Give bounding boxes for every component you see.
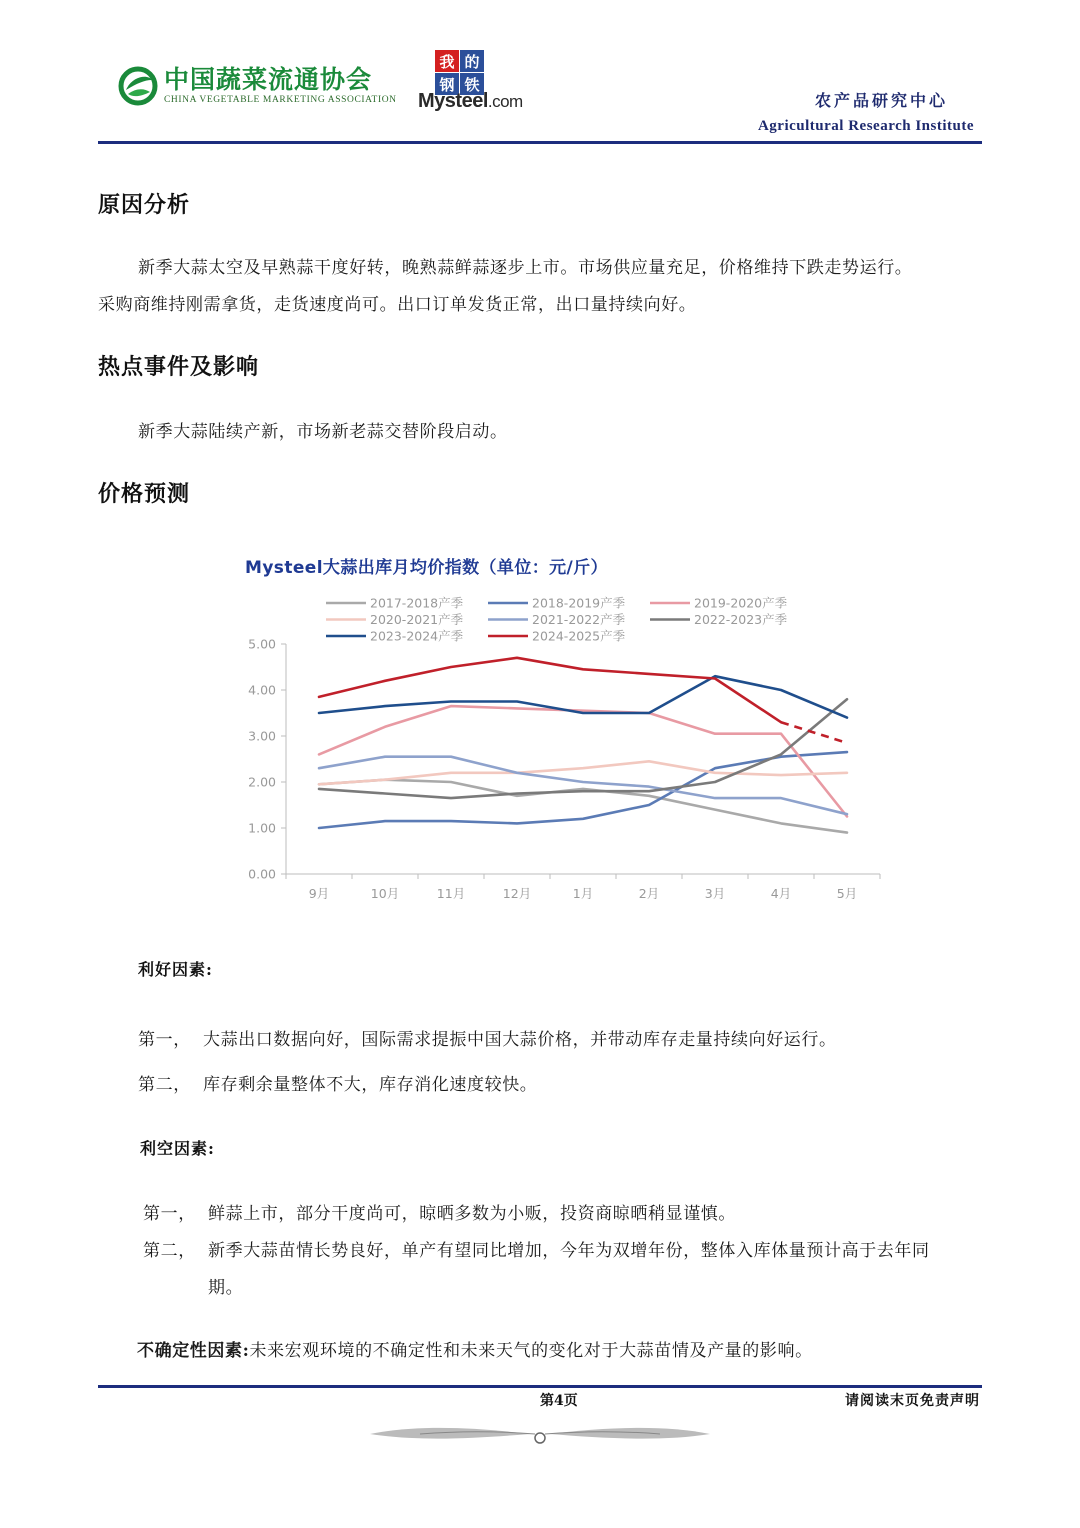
bullish-item1-label: 第一， bbox=[138, 1030, 191, 1050]
footer-ornament-icon bbox=[360, 1418, 720, 1454]
page-number: 第4页 bbox=[540, 1393, 578, 1409]
price-index-line-chart bbox=[230, 585, 890, 915]
bullish-item2-text: 库存剩余量整体不大，库存消化速度较快。 bbox=[203, 1075, 538, 1095]
uncertainty-label: 不确定性因素: bbox=[137, 1341, 250, 1361]
bearish-item2-label: 第二， bbox=[143, 1241, 196, 1261]
chart-title: Mysteel大蒜出库月均价指数（单位：元/斤） bbox=[245, 558, 608, 578]
hotspot-heading: 热点事件及影响 bbox=[98, 354, 260, 380]
institute-name-en: Agricultural Research Institute bbox=[757, 118, 974, 134]
bearish-item2-text: 新季大蒜苗情长势良好，单产有望同比增加，今年为双增年份，整体入库体量预计高于去年同 bbox=[208, 1241, 930, 1261]
series-line bbox=[319, 757, 847, 815]
reason-heading: 原因分析 bbox=[98, 192, 191, 218]
bearish-item1-text: 鲜蒜上市，部分干度尚可，晾晒多数为小贩，投资商晾晒稍显谨慎。 bbox=[208, 1204, 736, 1224]
x-tick-label: 5月 bbox=[836, 886, 858, 901]
forecast-heading: 价格预测 bbox=[98, 481, 191, 507]
legend-label: 2022-2023产季 bbox=[694, 612, 788, 627]
cvma-leaf-icon bbox=[118, 66, 158, 106]
mysteel-char: 铁 bbox=[460, 73, 484, 95]
reason-paragraph-line2: 采购商维持刚需拿货，走货速度尚可。出口订单发货正常，出口量持续向好。 bbox=[98, 295, 697, 315]
x-tick-label: 1月 bbox=[572, 886, 594, 901]
x-tick-label: 3月 bbox=[704, 886, 726, 901]
legend-label: 2020-2021产季 bbox=[370, 612, 464, 627]
y-tick-label: 5.00 bbox=[248, 636, 276, 652]
uncertainty-text: 未来宏观环境的不确定性和未来天气的变化对于大蒜苗情及产量的影响。 bbox=[249, 1341, 813, 1361]
bearish-item1-label: 第一， bbox=[143, 1204, 196, 1224]
chart-legend bbox=[326, 596, 788, 644]
x-tick-label: 4月 bbox=[770, 886, 792, 901]
legend-label: 2017-2018产季 bbox=[370, 595, 464, 611]
series-line bbox=[319, 780, 847, 833]
y-tick-label: 4.00 bbox=[248, 682, 276, 698]
mysteel-char: 我 bbox=[435, 50, 459, 72]
legend-label: 2024-2025产季 bbox=[532, 628, 626, 644]
legend-label: 2021-2022产季 bbox=[532, 612, 626, 627]
hotspot-paragraph: 新季大蒜陆续产新，市场新老蒜交替阶段启动。 bbox=[138, 422, 508, 442]
x-tick-label: 10月 bbox=[370, 886, 400, 901]
y-tick-label: 0.00 bbox=[248, 866, 276, 882]
mysteel-char: 钢 bbox=[435, 73, 459, 95]
y-tick-label: 3.00 bbox=[248, 728, 276, 744]
legend-label: 2023-2024产季 bbox=[370, 628, 464, 644]
uncertainty-line bbox=[137, 1336, 813, 1361]
mysteel-logo bbox=[418, 50, 530, 116]
cvma-name-cn: 中国蔬菜流通协会 bbox=[164, 65, 373, 94]
x-tick-label: 11月 bbox=[436, 886, 466, 901]
header-divider bbox=[98, 141, 982, 144]
cvma-logo bbox=[118, 66, 397, 106]
disclaimer-note: 请阅读末页免责声明 bbox=[845, 1393, 980, 1409]
bearish-item2-continuation: 期。 bbox=[208, 1278, 244, 1298]
x-tick-label: 2月 bbox=[638, 886, 660, 901]
cvma-name-en: CHINA VEGETABLE MARKETING ASSOCIATION bbox=[164, 95, 397, 105]
bearish-heading: 利空因素: bbox=[140, 1139, 215, 1158]
bullish-item2-label: 第二， bbox=[138, 1075, 191, 1095]
footer-divider bbox=[98, 1385, 982, 1388]
y-tick-label: 1.00 bbox=[248, 820, 276, 836]
legend-label: 2018-2019产季 bbox=[532, 595, 626, 611]
mysteel-domain: .com bbox=[487, 92, 523, 111]
legend-label: 2019-2020产季 bbox=[694, 595, 788, 611]
bullish-item1-text: 大蒜出口数据向好，国际需求提振中国大蒜价格，并带动库存走量持续向好运行。 bbox=[203, 1030, 837, 1050]
chart-series bbox=[319, 658, 847, 833]
bullish-heading: 利好因素: bbox=[138, 960, 213, 979]
x-tick-label: 9月 bbox=[308, 886, 330, 901]
series-line bbox=[319, 658, 781, 722]
x-tick-label: 12月 bbox=[502, 886, 532, 901]
mysteel-wordmark bbox=[418, 90, 523, 113]
institute-name-cn: 农产品研究中心 bbox=[814, 91, 948, 110]
y-tick-label: 2.00 bbox=[248, 774, 276, 790]
mysteel-brand: Mysteel bbox=[418, 90, 488, 112]
mysteel-char: 的 bbox=[460, 50, 484, 72]
reason-paragraph-line1: 新季大蒜太空及早熟蒜干度好转，晚熟蒜鲜蒜逐步上市。市场供应量充足，价格维持下跌走势运行。 bbox=[138, 258, 913, 278]
